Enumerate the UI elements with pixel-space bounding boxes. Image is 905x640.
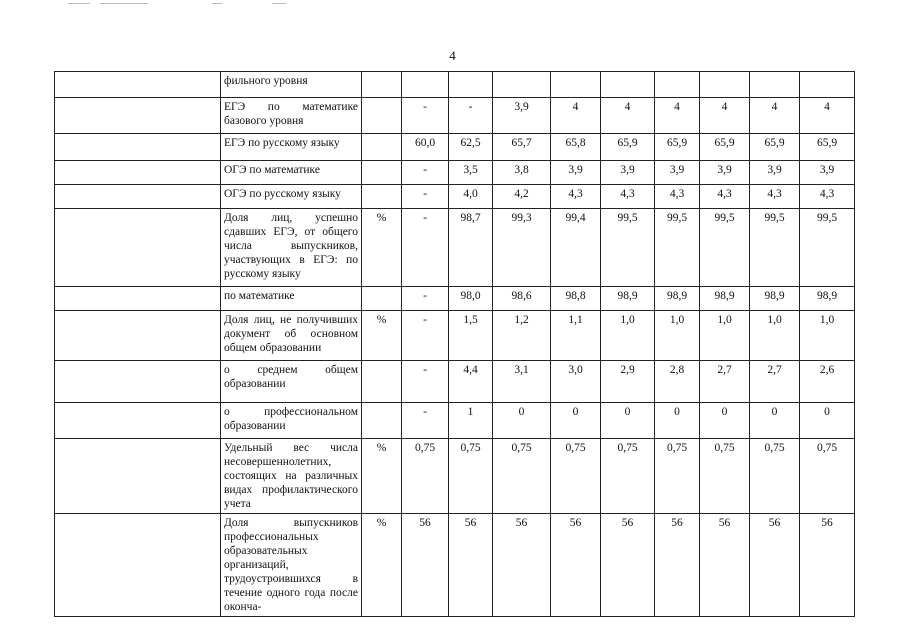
unit-cell bbox=[362, 403, 402, 439]
unit-cell: % bbox=[362, 209, 402, 287]
row-number-cell bbox=[55, 209, 221, 287]
value-cell: 4,3 bbox=[800, 185, 855, 209]
row-number-cell bbox=[55, 72, 221, 98]
value-cell: 4,3 bbox=[655, 185, 700, 209]
table-row bbox=[55, 311, 855, 361]
indicator-cell bbox=[221, 439, 362, 514]
value-cell: 3,9 bbox=[700, 161, 750, 185]
value-cell: 0 bbox=[655, 403, 700, 439]
indicator-cell bbox=[221, 98, 362, 134]
value-cell: 56 bbox=[655, 514, 700, 617]
table-row bbox=[55, 439, 855, 514]
indicator-label: ОГЭ по математике bbox=[224, 164, 320, 176]
value-cell: 56 bbox=[750, 514, 800, 617]
indicator-label: фильного уровня bbox=[224, 75, 308, 87]
value-cell: 3,5 bbox=[449, 161, 493, 185]
indicator-label: Доля выпускников профессиональных образовательных организаций, трудоустроившихся в течение одного года после оконча- bbox=[224, 517, 358, 613]
value-cell: - bbox=[402, 361, 449, 403]
value-cell: 60,0 bbox=[402, 134, 449, 161]
row-number-cell bbox=[55, 311, 221, 361]
value-cell: 4 bbox=[800, 98, 855, 134]
value-cell bbox=[601, 72, 655, 98]
unit-cell: % bbox=[362, 514, 402, 617]
unit-cell bbox=[362, 161, 402, 185]
value-cell: - bbox=[402, 209, 449, 287]
indicator-cell bbox=[221, 161, 362, 185]
scan-artifact-line bbox=[272, 3, 286, 4]
indicator-cell bbox=[221, 311, 362, 361]
value-cell: 4 bbox=[750, 98, 800, 134]
indicator-label: о профессиональном образовании bbox=[224, 406, 358, 432]
row-number-cell bbox=[55, 439, 221, 514]
value-cell: 65,9 bbox=[601, 134, 655, 161]
value-cell: 56 bbox=[449, 514, 493, 617]
value-cell: 3,0 bbox=[551, 361, 601, 403]
indicator-label: о среднем общем образовании bbox=[224, 364, 358, 390]
value-cell: 3,9 bbox=[493, 98, 551, 134]
value-cell: 4,3 bbox=[700, 185, 750, 209]
value-cell: 98,9 bbox=[700, 287, 750, 311]
value-cell: 56 bbox=[402, 514, 449, 617]
value-cell: 4 bbox=[601, 98, 655, 134]
value-cell: 3,8 bbox=[493, 161, 551, 185]
value-cell: 0,75 bbox=[700, 439, 750, 514]
indicator-cell bbox=[221, 361, 362, 403]
indicator-label: Доля лиц, не получивших документ об основном общем образовании bbox=[224, 314, 358, 354]
value-cell: 99,5 bbox=[601, 209, 655, 287]
table-row bbox=[55, 403, 855, 439]
value-cell: 0,75 bbox=[551, 439, 601, 514]
value-cell: 0,75 bbox=[402, 439, 449, 514]
value-cell: 56 bbox=[800, 514, 855, 617]
value-cell: 3,9 bbox=[800, 161, 855, 185]
value-cell: 98,8 bbox=[551, 287, 601, 311]
scan-artifact-line bbox=[212, 3, 222, 4]
table-body bbox=[55, 72, 855, 617]
unit-cell: % bbox=[362, 311, 402, 361]
value-cell: 4,4 bbox=[449, 361, 493, 403]
value-cell: 0,75 bbox=[493, 439, 551, 514]
indicator-cell bbox=[221, 209, 362, 287]
value-cell bbox=[449, 72, 493, 98]
row-number-cell bbox=[55, 98, 221, 134]
value-cell: 65,9 bbox=[655, 134, 700, 161]
value-cell: 3,9 bbox=[551, 161, 601, 185]
value-cell: 2,7 bbox=[700, 361, 750, 403]
value-cell: - bbox=[402, 311, 449, 361]
value-cell: 0,75 bbox=[800, 439, 855, 514]
value-cell: 4 bbox=[551, 98, 601, 134]
row-number-cell bbox=[55, 134, 221, 161]
value-cell: - bbox=[402, 403, 449, 439]
table-row bbox=[55, 134, 855, 161]
indicator-cell bbox=[221, 514, 362, 617]
indicator-cell bbox=[221, 403, 362, 439]
unit-cell bbox=[362, 134, 402, 161]
value-cell: - bbox=[402, 287, 449, 311]
indicator-cell bbox=[221, 185, 362, 209]
indicator-cell bbox=[221, 134, 362, 161]
value-cell: 1,0 bbox=[700, 311, 750, 361]
unit-cell bbox=[362, 185, 402, 209]
table-row bbox=[55, 209, 855, 287]
value-cell bbox=[551, 72, 601, 98]
value-cell: 56 bbox=[601, 514, 655, 617]
value-cell: 99,5 bbox=[750, 209, 800, 287]
table-row bbox=[55, 287, 855, 311]
value-cell: 0,75 bbox=[655, 439, 700, 514]
table-row bbox=[55, 98, 855, 134]
indicators-table bbox=[54, 71, 855, 617]
indicator-label: ЕГЭ по математике базового уровня bbox=[224, 101, 358, 127]
value-cell: 2,8 bbox=[655, 361, 700, 403]
value-cell: 2,9 bbox=[601, 361, 655, 403]
value-cell: 99,5 bbox=[655, 209, 700, 287]
value-cell: 0,75 bbox=[449, 439, 493, 514]
value-cell: - bbox=[402, 98, 449, 134]
value-cell: 0 bbox=[551, 403, 601, 439]
value-cell: 56 bbox=[551, 514, 601, 617]
value-cell: 98,9 bbox=[800, 287, 855, 311]
indicator-cell bbox=[221, 72, 362, 98]
table-row bbox=[55, 72, 855, 98]
value-cell: 99,3 bbox=[493, 209, 551, 287]
value-cell: 99,5 bbox=[700, 209, 750, 287]
value-cell: 1,2 bbox=[493, 311, 551, 361]
value-cell: 0 bbox=[493, 403, 551, 439]
unit-cell bbox=[362, 287, 402, 311]
indicator-label: Доля лиц, успешно сдавших ЕГЭ, от общего числа выпускников, участвующих в ЕГЭ: по русскому языку bbox=[224, 212, 358, 280]
value-cell: 1,0 bbox=[750, 311, 800, 361]
row-number-cell bbox=[55, 287, 221, 311]
value-cell: 3,9 bbox=[601, 161, 655, 185]
row-number-cell bbox=[55, 403, 221, 439]
value-cell: 4,0 bbox=[449, 185, 493, 209]
indicator-label: Удельный вес числа несовершеннолетних, состоящих на различных видах профилактического учета bbox=[224, 442, 358, 510]
value-cell: 65,7 bbox=[493, 134, 551, 161]
value-cell: 4,3 bbox=[601, 185, 655, 209]
value-cell: 4,2 bbox=[493, 185, 551, 209]
indicator-label: ЕГЭ по русскому языку bbox=[224, 137, 340, 149]
value-cell: 1,0 bbox=[601, 311, 655, 361]
value-cell: 65,9 bbox=[750, 134, 800, 161]
value-cell: 98,9 bbox=[601, 287, 655, 311]
value-cell: - bbox=[402, 185, 449, 209]
unit-cell bbox=[362, 361, 402, 403]
row-number-cell bbox=[55, 185, 221, 209]
scan-artifact-line bbox=[100, 3, 148, 4]
value-cell: 1,0 bbox=[655, 311, 700, 361]
value-cell bbox=[800, 72, 855, 98]
value-cell: 4,3 bbox=[750, 185, 800, 209]
page-number: 4 bbox=[449, 48, 456, 63]
value-cell: 4,3 bbox=[551, 185, 601, 209]
value-cell: 98,9 bbox=[655, 287, 700, 311]
unit-cell: % bbox=[362, 439, 402, 514]
value-cell bbox=[655, 72, 700, 98]
value-cell: 98,0 bbox=[449, 287, 493, 311]
value-cell: 0,75 bbox=[601, 439, 655, 514]
value-cell: 98,6 bbox=[493, 287, 551, 311]
value-cell: 98,9 bbox=[750, 287, 800, 311]
row-number-cell bbox=[55, 514, 221, 617]
value-cell: 2,6 bbox=[800, 361, 855, 403]
value-cell: 98,7 bbox=[449, 209, 493, 287]
value-cell: 2,7 bbox=[750, 361, 800, 403]
value-cell: 0 bbox=[800, 403, 855, 439]
value-cell: 1,0 bbox=[800, 311, 855, 361]
value-cell: 4 bbox=[655, 98, 700, 134]
value-cell bbox=[493, 72, 551, 98]
indicator-label: по математике bbox=[224, 290, 295, 302]
value-cell: 65,9 bbox=[700, 134, 750, 161]
value-cell: 99,4 bbox=[551, 209, 601, 287]
indicator-label: ОГЭ по русскому языку bbox=[224, 188, 341, 200]
value-cell bbox=[700, 72, 750, 98]
indicator-cell bbox=[221, 287, 362, 311]
value-cell: - bbox=[449, 98, 493, 134]
value-cell: 99,5 bbox=[800, 209, 855, 287]
value-cell: 3,1 bbox=[493, 361, 551, 403]
unit-cell bbox=[362, 98, 402, 134]
value-cell: 65,8 bbox=[551, 134, 601, 161]
value-cell: 0 bbox=[750, 403, 800, 439]
value-cell: 3,9 bbox=[750, 161, 800, 185]
value-cell: 1,1 bbox=[551, 311, 601, 361]
value-cell: 1 bbox=[449, 403, 493, 439]
value-cell: - bbox=[402, 161, 449, 185]
unit-cell bbox=[362, 72, 402, 98]
row-number-cell bbox=[55, 361, 221, 403]
value-cell: 0 bbox=[601, 403, 655, 439]
value-cell: 56 bbox=[493, 514, 551, 617]
table-row bbox=[55, 161, 855, 185]
value-cell: 56 bbox=[700, 514, 750, 617]
table-row bbox=[55, 361, 855, 403]
value-cell bbox=[402, 72, 449, 98]
value-cell: 0 bbox=[700, 403, 750, 439]
value-cell: 62,5 bbox=[449, 134, 493, 161]
value-cell: 4 bbox=[700, 98, 750, 134]
scan-artifact-line bbox=[68, 3, 90, 4]
value-cell: 1,5 bbox=[449, 311, 493, 361]
row-number-cell bbox=[55, 161, 221, 185]
table-row bbox=[55, 514, 855, 617]
value-cell: 65,9 bbox=[800, 134, 855, 161]
value-cell: 0,75 bbox=[750, 439, 800, 514]
value-cell: 3,9 bbox=[655, 161, 700, 185]
value-cell bbox=[750, 72, 800, 98]
table-row bbox=[55, 185, 855, 209]
